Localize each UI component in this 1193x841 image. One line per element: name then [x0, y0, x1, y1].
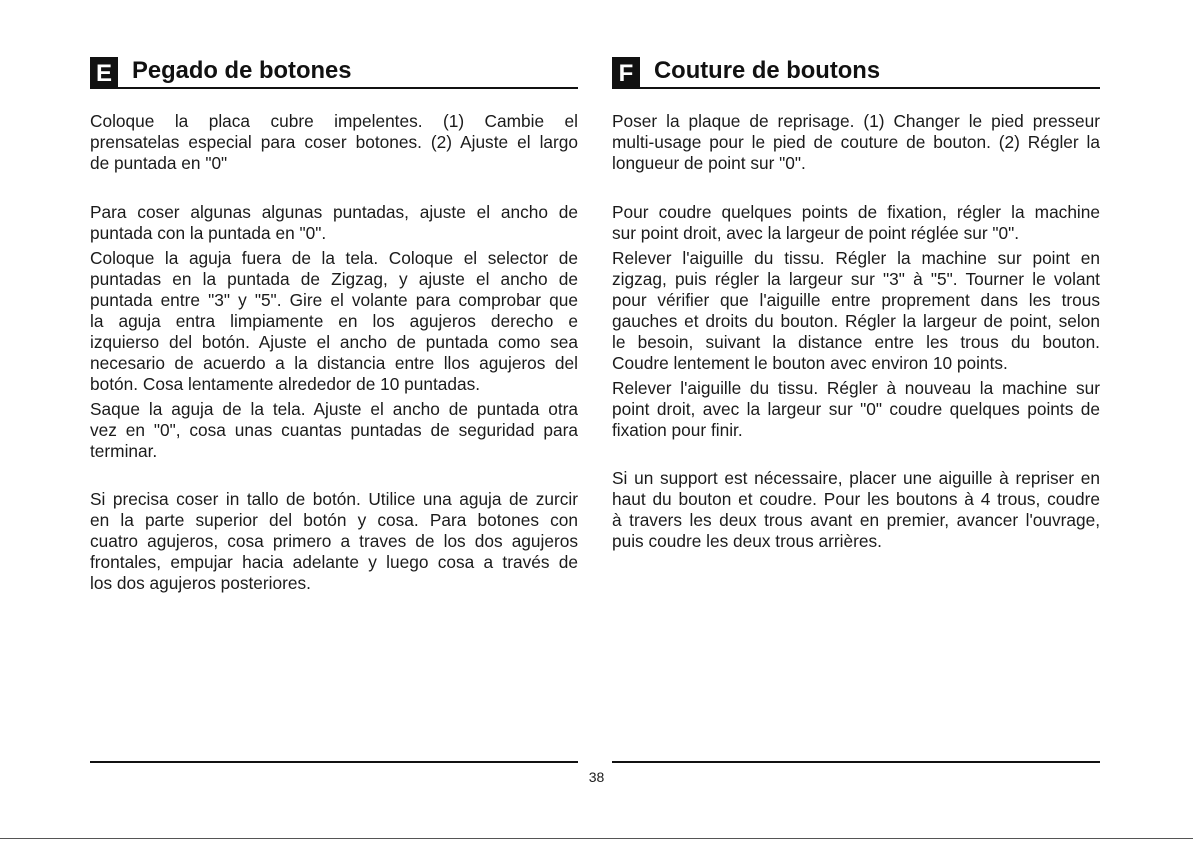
paragraph-line: cuatro agujeros, cosa primero a traves de los dos agujeros: [90, 531, 578, 551]
paragraph-line: prensatelas especial para coser botones. (2) Ajuste el largo: [90, 132, 578, 152]
paragraph-line: puntada entre "3" y "5". Gire el volante para comprobar que: [90, 289, 578, 310]
page-number: 38: [588, 769, 605, 785]
paragraph-line: longueur de point sur "0".: [612, 153, 806, 173]
paragraph-line: pour vérifier que l'aiguille entre proprement dans les trous: [612, 289, 1100, 310]
paragraph-line: Coloque la aguja fuera de la tela. Coloque el selector de: [90, 247, 578, 268]
section-body: [612, 111, 1100, 552]
paragraph-line: Saque la aguja de la tela. Ajuste el ancho de puntada otra: [90, 398, 578, 419]
paragraph-line: Coudre lentement le bouton avec environ 10 points.: [612, 352, 1008, 373]
paragraph-line: Para coser algunas algunas puntadas, ajuste el ancho de: [90, 201, 578, 222]
paragraph-line: à travers les deux trous avant en premier, avancer l'ouvrage,: [612, 510, 1100, 530]
paragraph-line: terminar.: [90, 440, 158, 461]
section-body: [90, 111, 578, 594]
footer-rule: [90, 761, 578, 763]
paragraph-line: gauches et droits du bouton. Régler la largeur de point, selon: [612, 310, 1100, 331]
footer-rule: [612, 761, 1100, 763]
paragraph-line: multi-usage pour le pied de couture de bouton. (2) Régler la: [612, 132, 1100, 152]
paragraph-line: Poser la plaque de reprisage. (1) Changer le pied presseur: [612, 111, 1100, 131]
section-letter-badge: F: [612, 57, 640, 88]
paragraph-line: izquierso del botón. Ajuste el ancho de puntada como sea: [90, 331, 578, 352]
section-title-rule: [90, 87, 578, 89]
paragraph-line: sur point droit, avec la largeur de point réglée sur "0".: [612, 222, 1020, 243]
section-title: Couture de boutons: [654, 57, 881, 84]
paragraph-tack-stitch: [90, 202, 578, 244]
paragraph-line: puntadas en la puntada de Zigzag, y ajuste el ancho de: [90, 268, 578, 289]
paragraph-line: botón. Cosa lentamente alrededor de 10 puntadas.: [90, 373, 481, 394]
paragraph-line: Si precisa coser in tallo de botón. Utilice una aguja de zurcir: [90, 489, 578, 509]
paragraph-line: zigzag, puis régler la largeur sur "3" à "5". Tourner le volant: [612, 268, 1100, 289]
paragraph-shank: [612, 468, 1100, 552]
paragraph-line: Si un support est nécessaire, placer une aiguille à repriser en: [612, 468, 1100, 488]
paragraph-finish: [90, 399, 578, 462]
paragraph-line: haut du bouton et coudre. Pour les boutons à 4 trous, coudre: [612, 489, 1100, 509]
paragraph-line: los dos agujeros posteriores.: [90, 573, 311, 593]
section-letter-badge: E: [90, 57, 118, 88]
paragraph-line: le besoin, suivant la distance entre les trous du bouton.: [612, 331, 1100, 352]
paragraph-zigzag: [612, 248, 1100, 374]
page-bottom-edge: [0, 838, 1193, 839]
paragraph-line: puntada con la puntada en "0".: [90, 222, 327, 243]
paragraph-setup: [612, 111, 1100, 174]
paragraph-line: point droit, avec la largeur sur "0" coudre quelques points de: [612, 398, 1100, 419]
paragraph-line: de puntada en "0": [90, 153, 228, 173]
section-title-rule: [612, 87, 1100, 89]
paragraph-line: Relever l'aiguille du tissu. Régler la machine sur point en: [612, 247, 1100, 268]
paragraph-zigzag: [90, 248, 578, 395]
section-f-column: [612, 0, 1100, 841]
paragraph-line: necesario de acuerdo a la distancia entre llos agujeros del: [90, 352, 578, 373]
paragraph-shank: [90, 489, 578, 594]
paragraph-line: la aguja entra limpiamente en los agujeros derecho e: [90, 310, 578, 331]
paragraph-line: Coloque la placa cubre impelentes. (1) Cambie el: [90, 111, 578, 131]
section-title: Pegado de botones: [132, 57, 352, 84]
paragraph-line: puis coudre les deux trous arrières.: [612, 531, 882, 551]
paragraph-line: frontales, empujar hacia adelante y luego cosa a través de: [90, 552, 578, 572]
paragraph-tack-stitch: [612, 202, 1100, 244]
section-header: [612, 57, 1100, 88]
paragraph-line: vez en "0", cosa unas cuantas puntadas de seguridad para: [90, 419, 578, 440]
section-header: [90, 57, 578, 88]
paragraph-line: Relever l'aiguille du tissu. Régler à nouveau la machine sur: [612, 377, 1100, 398]
paragraph-line: en la parte superior del botón y cosa. Para botones con: [90, 510, 578, 530]
paragraph-finish: [612, 378, 1100, 441]
paragraph-line: fixation pour finir.: [612, 419, 743, 440]
paragraph-setup: [90, 111, 578, 174]
paragraph-line: Pour coudre quelques points de fixation, régler la machine: [612, 201, 1100, 222]
section-e-column: [90, 0, 578, 841]
